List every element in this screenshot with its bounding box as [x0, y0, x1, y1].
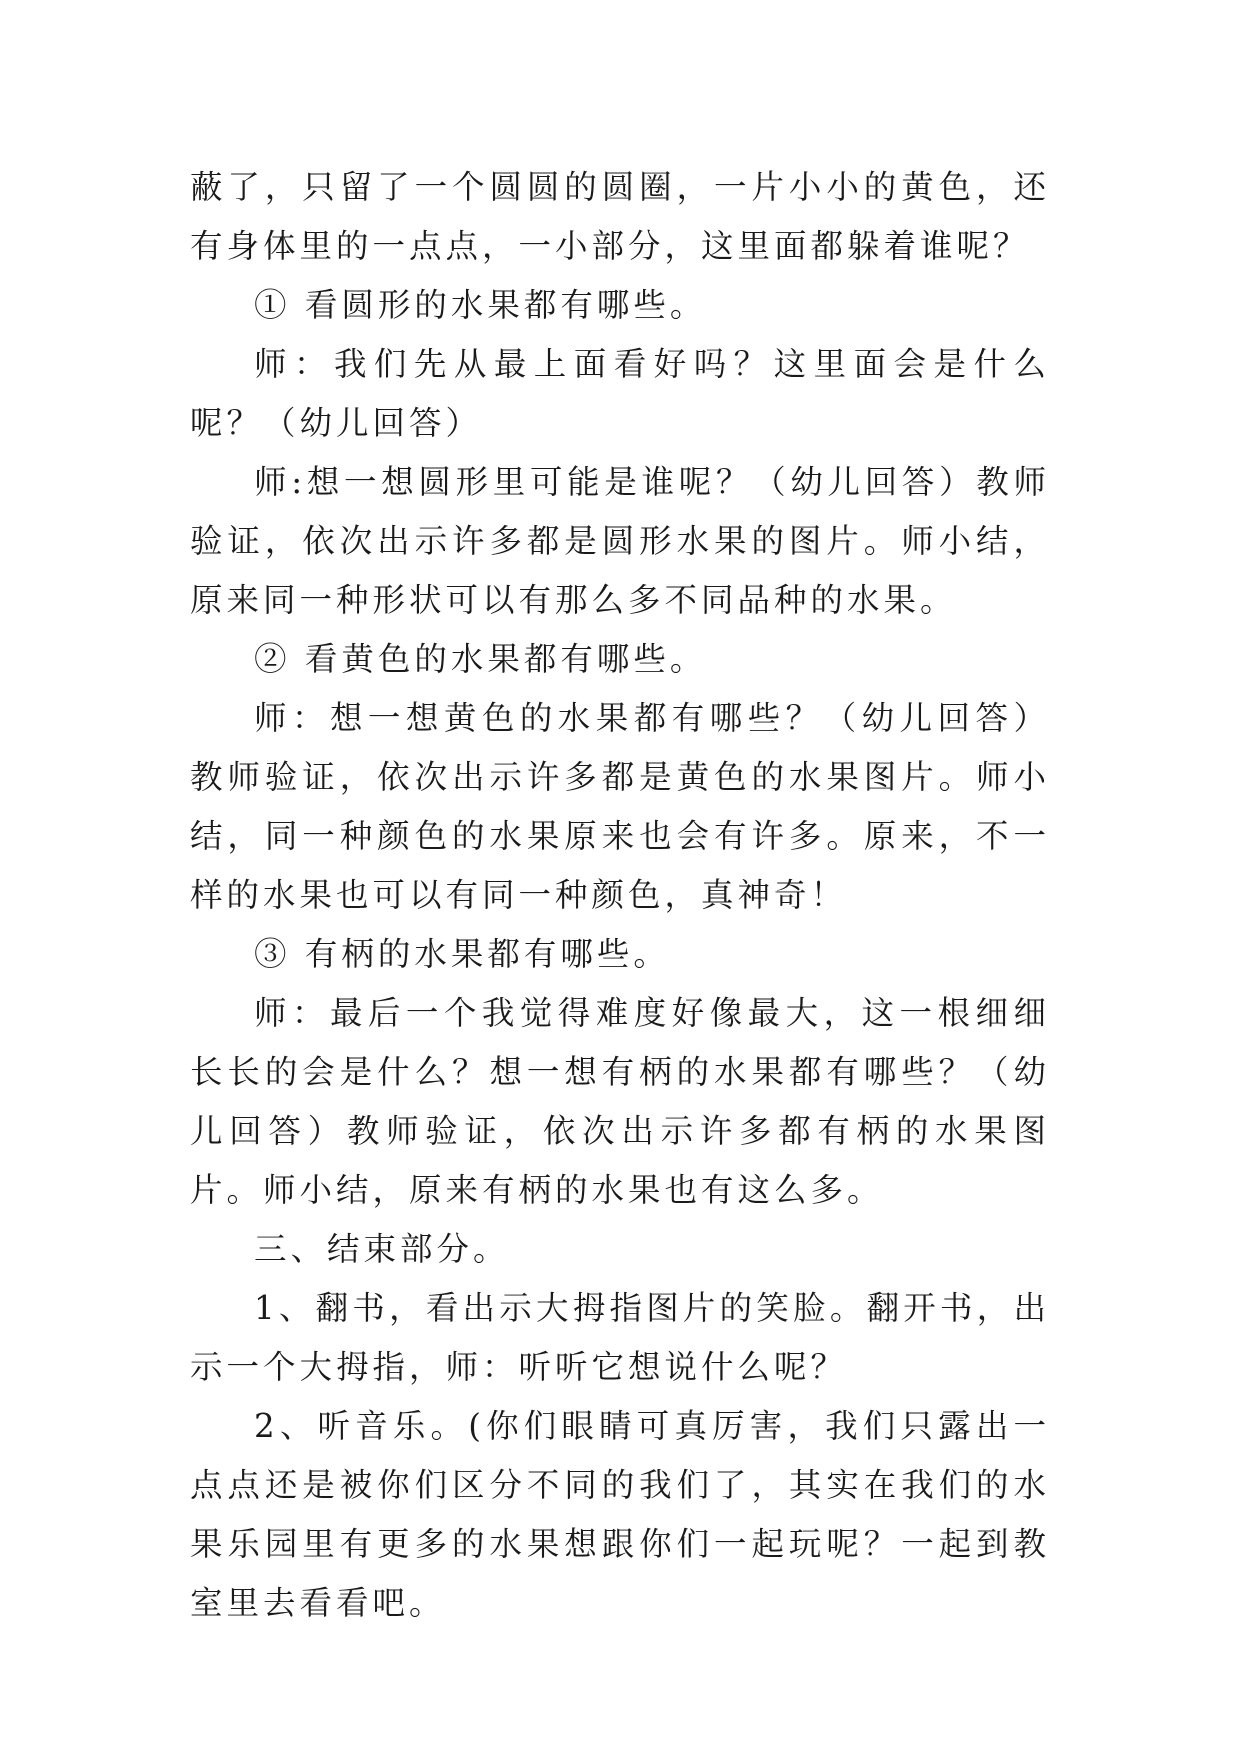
paragraph-step-1: 1、翻书，看出示大拇指图片的笑脸。翻开书，出示一个大拇指，师：听听它想说什么呢？ [190, 1289, 1050, 1386]
paragraph-round-fruits-heading: ① 看圆形的水果都有哪些。 [254, 286, 707, 324]
paragraph-teacher-yellow: 师：想一想黄色的水果都有哪些？（幼儿回答）教师验证，依次出示许多都是黄色的水果图片。师小结，同一种颜色的水果原来也会有许多。原来，不一样的水果也可以有同一种颜色，真神奇！ [190, 699, 1050, 914]
paragraph-yellow-fruits-heading: ② 看黄色的水果都有哪些。 [254, 640, 707, 678]
paragraph-teacher-top: 师：我们先从最上面看好吗？这里面会是什么呢？（幼儿回答） [190, 345, 1050, 442]
paragraph-step-2: 2、听音乐。(你们眼睛可真厉害，我们只露出一点点还是被你们区分不同的我们了，其实在我们的水果乐园里有更多的水果想跟你们一起玩呢？一起到教室里去看看吧。 [190, 1407, 1050, 1622]
paragraph-intro-continued: 蔽了，只留了一个圆圆的圆圈，一片小小的黄色，还有身体里的一点点，一小部分，这里面都躲着谁呢？ [190, 168, 1050, 265]
section-heading-ending: 三、结束部分。 [254, 1230, 510, 1268]
paragraph-teacher-stem: 师：最后一个我觉得难度好像最大，这一根细细长长的会是什么？想一想有柄的水果都有哪些？（幼儿回答）教师验证，依次出示许多都有柄的水果图片。师小结，原来有柄的水果也有这么多。 [190, 994, 1050, 1209]
paragraph-stem-fruits-heading: ③ 有柄的水果都有哪些。 [254, 935, 670, 973]
document-body [190, 158, 1050, 1633]
paragraph-teacher-round: 师:想一想圆形里可能是谁呢？（幼儿回答）教师验证，依次出示许多都是圆形水果的图片。师小结，原来同一种形状可以有那么多不同品种的水果。 [190, 463, 1050, 619]
